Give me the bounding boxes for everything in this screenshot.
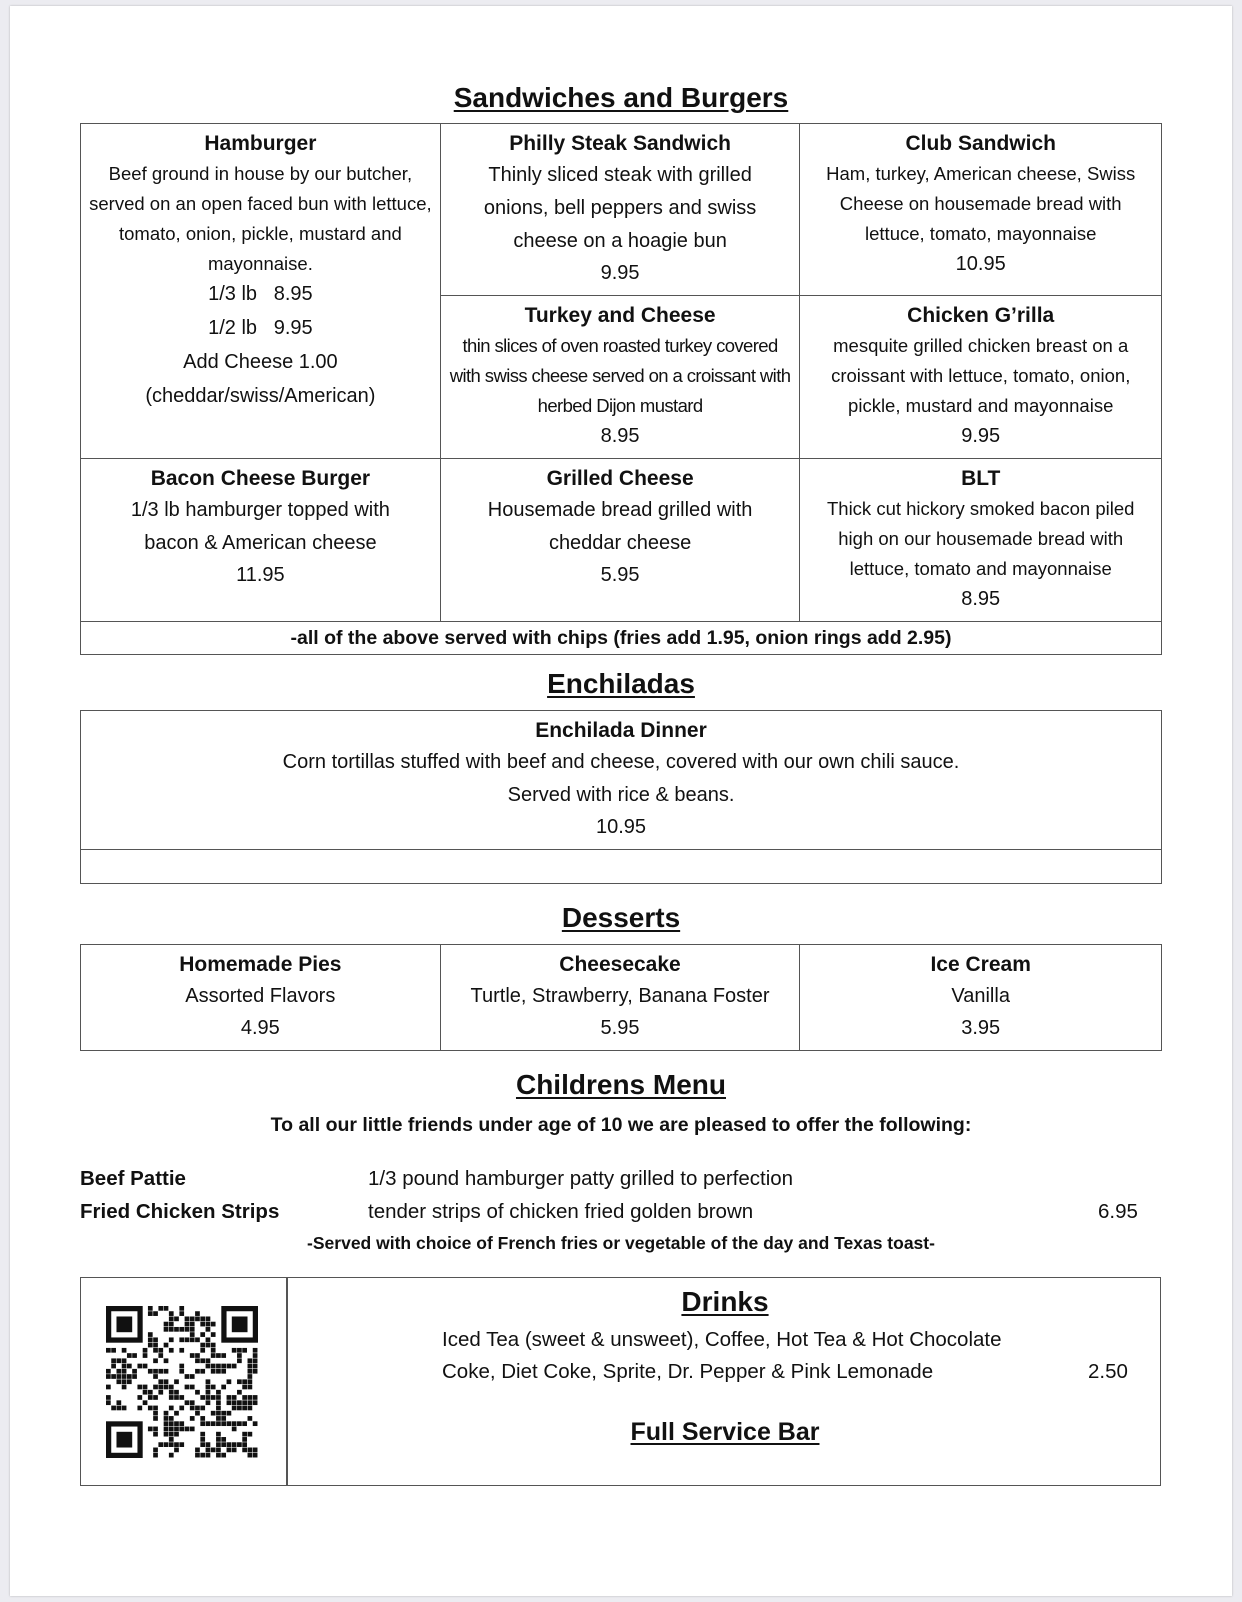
sandwiches-heading: Sandwiches and Burgers: [453, 82, 789, 113]
hamburger-price-half: 1/2 lb 9.95: [208, 317, 313, 339]
desserts-heading: Desserts: [561, 902, 681, 933]
kid-item-desc: 1/3 pound hamburger patty grilled to perfection: [368, 1167, 794, 1190]
turkey-desc: thin slices of oven roasted turkey covered with swiss cheese served on a croissant with herbed Dijon mustard: [449, 335, 791, 416]
dessert-pies-cell: [81, 945, 441, 1051]
enchilada-cell: [81, 711, 1162, 850]
chicken-cell: [800, 296, 1162, 459]
bacon-desc: 1/3 lb hamburger topped with bacon & American cheese: [130, 499, 390, 554]
drinks-price: 2.50: [1088, 1360, 1128, 1383]
hamburger-desc: Beef ground in house by our butcher, served on an open faced bun with lettuce, tomato, onion, pickle, mustard and mayonnaise.: [89, 163, 432, 274]
dessert-name: Homemade Pies: [179, 953, 342, 976]
kid-item-name: Beef Pattie: [80, 1167, 186, 1190]
hamburger-name: Hamburger: [204, 132, 317, 155]
sandwiches-table: [80, 123, 1162, 655]
blt-cell: [800, 459, 1162, 622]
philly-name: Philly Steak Sandwich: [509, 132, 731, 155]
dessert-desc: Assorted Flavors: [185, 985, 336, 1007]
kid-item-name: Fried Chicken Strips: [80, 1200, 280, 1223]
bacon-price: 11.95: [236, 564, 285, 586]
hamburger-addon: Add Cheese 1.00: [183, 351, 338, 373]
philly-cell: [440, 124, 800, 296]
drinks-heading: Drinks: [681, 1286, 769, 1317]
blt-desc: Thick cut hickory smoked bacon piled high on our housemade bread with lettuce, tomato and mayonnaise: [826, 498, 1135, 579]
club-cell: [800, 124, 1162, 296]
drinks-line-2: Coke, Diet Coke, Sprite, Dr. Pepper & Pink Lemonade: [442, 1360, 934, 1383]
full-service-bar: Full Service Bar: [630, 1418, 820, 1446]
hamburger-addon-note: (cheddar/swiss/American): [145, 385, 376, 407]
chicken-desc: mesquite grilled chicken breast on a croissant with lettuce, tomato, onion, pickle, mustard and mayonnaise: [831, 335, 1131, 416]
dessert-name: Cheesecake: [559, 953, 681, 976]
enchiladas-table: [80, 710, 1162, 884]
chicken-name: Chicken G’rilla: [907, 304, 1055, 327]
turkey-name: Turkey and Cheese: [524, 304, 716, 327]
enchilada-price: 10.95: [595, 816, 647, 838]
hamburger-price-third: 1/3 lb 8.95: [208, 283, 313, 305]
blt-name: BLT: [961, 467, 1001, 490]
dessert-price: 3.95: [961, 1017, 1001, 1039]
grilled-cell: [440, 459, 800, 622]
childrens-note: -Served with choice of French fries or vegetable of the day and Texas toast-: [307, 1233, 935, 1253]
drinks-line-1: Iced Tea (sweet & unsweet), Coffee, Hot Tea & Hot Chocolate: [442, 1328, 1002, 1351]
hamburger-cell: [81, 124, 441, 459]
bacon-cell: [81, 459, 441, 622]
sandwiches-note: -all of the above served with chips (fries add 1.95, onion rings add 2.95): [81, 622, 1162, 655]
club-desc: Ham, turkey, American cheese, Swiss Cheese on housemade bread with lettuce, tomato, mayonnaise: [826, 163, 1136, 244]
kid-item-desc: tender strips of chicken fried golden brown: [368, 1200, 754, 1223]
enchiladas-empty-row: [81, 850, 1162, 884]
dessert-name: Ice Cream: [930, 953, 1031, 976]
club-name: Club Sandwich: [905, 132, 1056, 155]
childrens-heading: Childrens Menu: [515, 1069, 726, 1100]
turkey-cell: [440, 296, 800, 459]
enchilada-desc-2: Served with rice & beans.: [507, 784, 735, 806]
dessert-icecream-cell: [800, 945, 1162, 1051]
kids-price: 6.95: [1098, 1200, 1138, 1223]
grilled-name: Grilled Cheese: [546, 467, 694, 490]
enchilada-name: Enchilada Dinner: [535, 719, 707, 742]
grilled-price: 5.95: [600, 564, 640, 586]
philly-price: 9.95: [600, 262, 640, 284]
dessert-desc: Vanilla: [951, 985, 1010, 1007]
club-price: 10.95: [955, 253, 1006, 275]
blt-price: 8.95: [961, 588, 1001, 610]
dessert-price: 5.95: [600, 1017, 640, 1039]
qr-code[interactable]: [106, 1306, 258, 1458]
desserts-table: [80, 944, 1162, 1051]
bacon-name: Bacon Cheese Burger: [150, 467, 371, 490]
dessert-cheesecake-cell: [440, 945, 800, 1051]
philly-desc: Thinly sliced steak with grilled onions, bell peppers and swiss cheese on a hoagie bun: [483, 164, 757, 252]
dessert-price: 4.95: [240, 1017, 280, 1039]
grilled-desc: Housemade bread grilled with cheddar cheese: [487, 499, 753, 554]
qr-code-graphic: [106, 1306, 258, 1458]
childrens-intro: To all our little friends under age of 10 we are pleased to offer the following:: [270, 1114, 972, 1136]
chicken-price: 9.95: [961, 425, 1001, 447]
turkey-price: 8.95: [600, 425, 640, 447]
enchilada-desc: Corn tortillas stuffed with beef and cheese, covered with our own chili sauce.: [282, 751, 960, 773]
dessert-desc: Turtle, Strawberry, Banana Foster: [470, 985, 770, 1007]
enchiladas-heading: Enchiladas: [547, 668, 695, 699]
